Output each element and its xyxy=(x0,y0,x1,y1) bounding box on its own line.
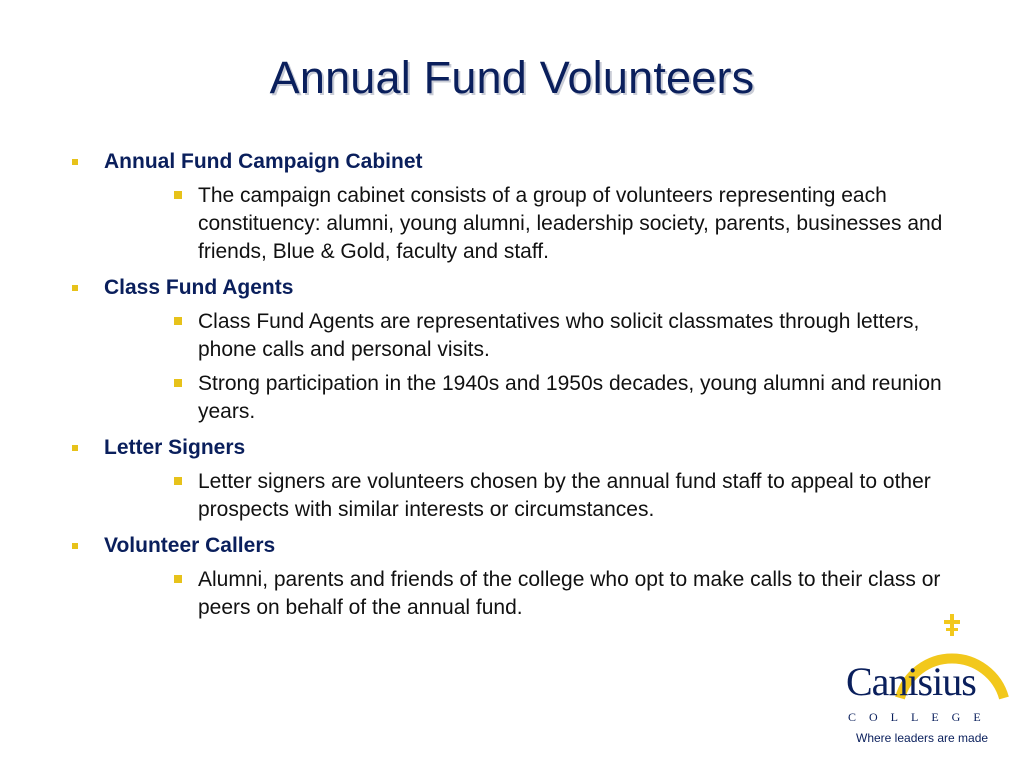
sub-bullet-text: Letter signers are volunteers chosen by the annual fund staff to appeal to other prospects with similar interests or circumstances. xyxy=(198,470,931,521)
slide-title: Annual Fund Volunteers xyxy=(269,52,755,103)
square-bullet-icon xyxy=(72,159,78,165)
logo-subtitle: COLLEGE xyxy=(848,710,994,724)
section-heading-text: Letter Signers xyxy=(104,436,246,459)
section-heading-text: Annual Fund Campaign Cabinet xyxy=(104,150,423,173)
square-bullet-icon xyxy=(72,285,78,291)
sub-bullet xyxy=(70,370,950,426)
square-bullet-icon xyxy=(174,317,182,325)
sub-bullet-text: Class Fund Agents are representatives who solicit classmates through letters, phone calls and personal visits. xyxy=(198,310,920,361)
section-heading-text: Class Fund Agents xyxy=(104,276,294,299)
sub-bullet-text: Strong participation in the 1940s and 1950s decades, young alumni and reunion years. xyxy=(198,372,942,423)
square-bullet-icon xyxy=(174,191,182,199)
square-bullet-icon xyxy=(72,543,78,549)
section-heading xyxy=(70,532,950,560)
section-heading-text: Volunteer Callers xyxy=(104,534,276,557)
section-heading xyxy=(70,434,950,462)
sub-bullet xyxy=(70,182,950,266)
square-bullet-icon xyxy=(174,379,182,387)
sub-bullet-text: Alumni, parents and friends of the college who opt to make calls to their class or peers on behalf of the annual fund. xyxy=(198,568,941,619)
square-bullet-icon xyxy=(72,445,78,451)
sub-bullet xyxy=(70,308,950,364)
canisius-logo xyxy=(838,612,1013,752)
square-bullet-icon xyxy=(174,477,182,485)
logo-name: Canisius xyxy=(846,659,976,704)
sub-bullet-text: The campaign cabinet consists of a group of volunteers representing each constituency: alumni, young alumni, leadership society, parents, businesses and friends, Blue & Gold, faculty and staff. xyxy=(198,184,943,263)
section-heading xyxy=(70,274,950,302)
logo-tagline: Where leaders are made xyxy=(856,731,989,745)
sub-bullet xyxy=(70,468,950,524)
square-bullet-icon xyxy=(174,575,182,583)
sub-bullet xyxy=(70,566,950,622)
bullet-content xyxy=(70,148,950,622)
section-heading xyxy=(70,148,950,176)
